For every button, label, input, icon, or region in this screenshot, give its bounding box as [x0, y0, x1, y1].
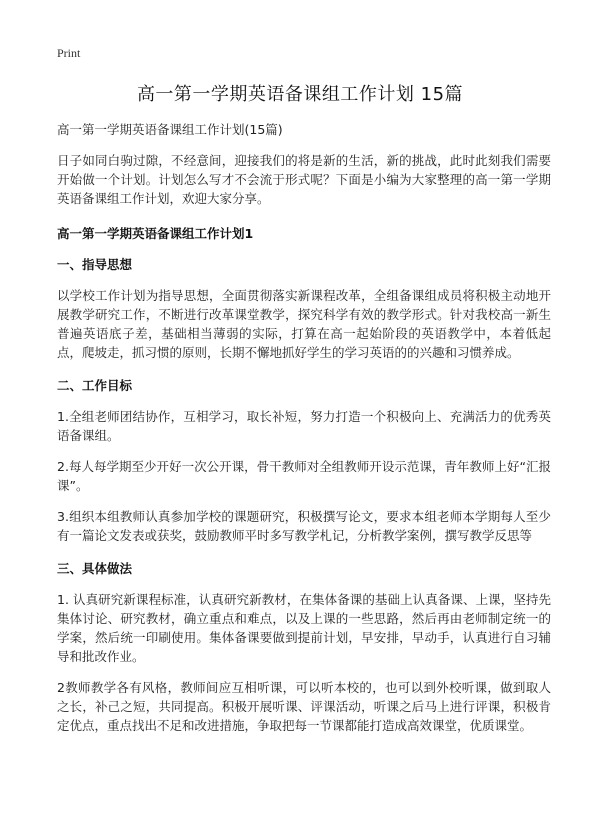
plan-title: 高一第一学期英语备课组工作计划1 — [57, 226, 254, 241]
intro-paragraph: 日子如同白驹过隙，不经意间，迎接我们的将是新的生活，新的挑战，此时此刻我们需要开始做一个计划。计划怎么写才不会流于形式呢？下面是小编为大家整理的高一第一学期英语备课组工作计划，欢迎大家分享。 — [57, 153, 551, 206]
section-heading-specific-practices: 三、具体做法 — [57, 561, 133, 576]
section-paragraph: 以学校工作计划为指导思想，全面贯彻落实新课程改革，全组备课组成员将积极主动地开展教学研究工作，不断进行改革课堂教学，探究科学有效的教学形式。针对我校高一新生普遍英语底子差，基础相当薄弱的实际，打算在高一起始阶段的英语教学中，本着低起点，爬坡走，抓习惯的原则，长期不懈地抓好学生的学习英语的的兴趣和习惯养成。 — [57, 288, 551, 360]
document-title: 高一第一学期英语备课组工作计划 15篇 — [136, 84, 464, 105]
section-paragraph: 2.每人每学期至少开好一次公开课，骨干教师对全组教师开设示范课，青年教师上好“汇报课”。 — [57, 459, 551, 493]
section-heading-guiding-ideology: 一、指导思想 — [57, 257, 133, 272]
section-heading-work-goals: 二、工作目标 — [57, 378, 133, 393]
section-paragraph: 1. 认真研究新课程标准，认真研究新教材，在集体备课的基础上认真备课、上课，坚持先集体讨论、研究教材，确立重点和难点，以及上课的一些思路，然后再由老师制定统一的学案，然后统一印刷使用。集体备课要做到提前计划，早安排，早动手，认真进行自习辅导和批改作业。 — [57, 592, 551, 664]
section-paragraph: 2教师教学各有风格，教师间应互相听课，可以听本校的，也可以到外校听课，做到取人之长，补己之短，共同提高。积极开展听课、评课活动，听课之后马上进行评课，积极肯定优点，重点找出不足和改进措施，争取把每一节课都能打造成高效课堂，优质课堂。 — [57, 680, 551, 733]
print-link[interactable]: Print — [57, 46, 81, 60]
document-body — [57, 120, 551, 747]
document-subtitle: 高一第一学期英语备课组工作计划(15篇) — [57, 122, 283, 137]
section-paragraph: 3.组织本组教师认真参加学校的课题研究，积极撰写论文，要求本组老师本学期每人至少有一篇论文发表或获奖，鼓励教师平时多写教学札记，分析教学案例，撰写教学反思等 — [57, 509, 551, 543]
section-paragraph: 1.全组老师团结协作，互相学习，取长补短，努力打造一个积极向上、充满活力的优秀英语备课组。 — [57, 409, 551, 443]
